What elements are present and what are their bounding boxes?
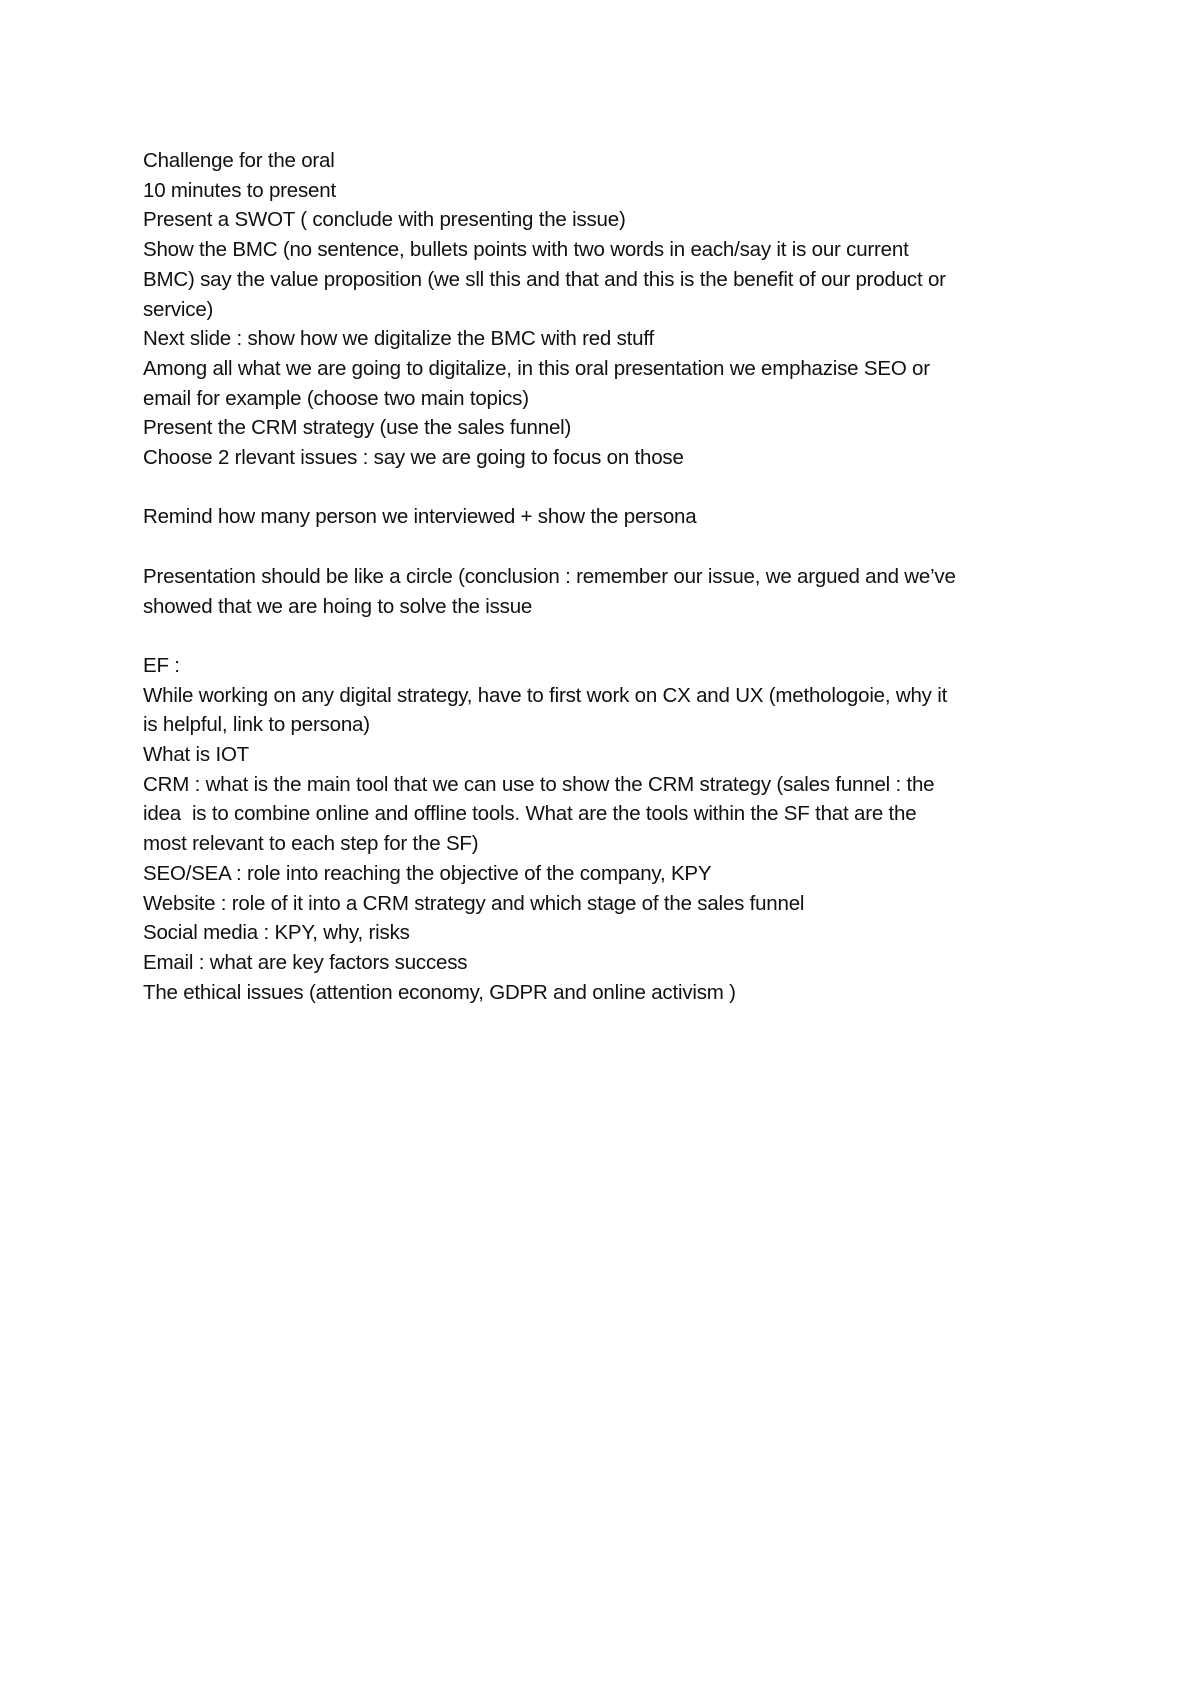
text-line: service) (143, 297, 214, 321)
text-line: Remind how many person we interviewed + show the persona (143, 505, 697, 529)
text-line: is helpful, link to persona) (143, 713, 370, 737)
text-line: Choose 2 rlevant issues : say we are going to focus on those (143, 446, 684, 470)
text-line: Presentation should be like a circle (conclusion : remember our issue, we argued and we’ve (143, 564, 956, 588)
text-line: Next slide : show how we digitalize the BMC with red stuff (143, 327, 655, 351)
text-line: Website : role of it into a CRM strategy and which stage of the sales funnel (143, 891, 805, 915)
paragraph-gap (143, 473, 1073, 503)
text-line: CRM : what is the main tool that we can use to show the CRM strategy (sales funnel : the (143, 772, 935, 796)
paragraph-oral-challenge (143, 146, 1073, 473)
text-line: Show the BMC (no sentence, bullets points with two words in each/say it is our current (143, 238, 909, 262)
text-line: Present a SWOT ( conclude with presenting the issue) (143, 208, 626, 232)
text-line: idea is to combine online and offline tools. What are the tools within the SF that are the (143, 802, 917, 826)
document-body (143, 146, 1073, 1007)
text-line: Email : what are key factors success (143, 950, 468, 974)
text-line: BMC) say the value proposition (we sll this and that and this is the benefit of our product or (143, 267, 946, 291)
paragraph-gap (143, 532, 1073, 562)
text-line: Present the CRM strategy (use the sales funnel) (143, 416, 572, 440)
paragraph-ef (143, 651, 1073, 1007)
text-line: showed that we are hoing to solve the issue (143, 594, 533, 618)
text-line: The ethical issues (attention economy, GDPR and online activism ) (143, 980, 736, 1004)
text-line: SEO/SEA : role into reaching the objective of the company, KPY (143, 861, 712, 885)
text-line: Social media : KPY, why, risks (143, 921, 410, 945)
text-line: most relevant to each step for the SF) (143, 832, 479, 856)
text-line: Challenge for the oral (143, 149, 335, 172)
paragraph-circle (143, 562, 1073, 621)
text-line: While working on any digital strategy, have to first work on CX and UX (methologoie, why it (143, 683, 948, 707)
text-line: What is IOT (143, 743, 250, 767)
paragraph-gap (143, 621, 1073, 651)
text-line: 10 minutes to present (143, 178, 336, 202)
paragraph-persona (143, 502, 1073, 532)
text-line: email for example (choose two main topics) (143, 386, 529, 410)
text-line: EF : (143, 653, 180, 677)
text-line: Among all what we are going to digitalize, in this oral presentation we emphazise SEO or (143, 356, 930, 380)
